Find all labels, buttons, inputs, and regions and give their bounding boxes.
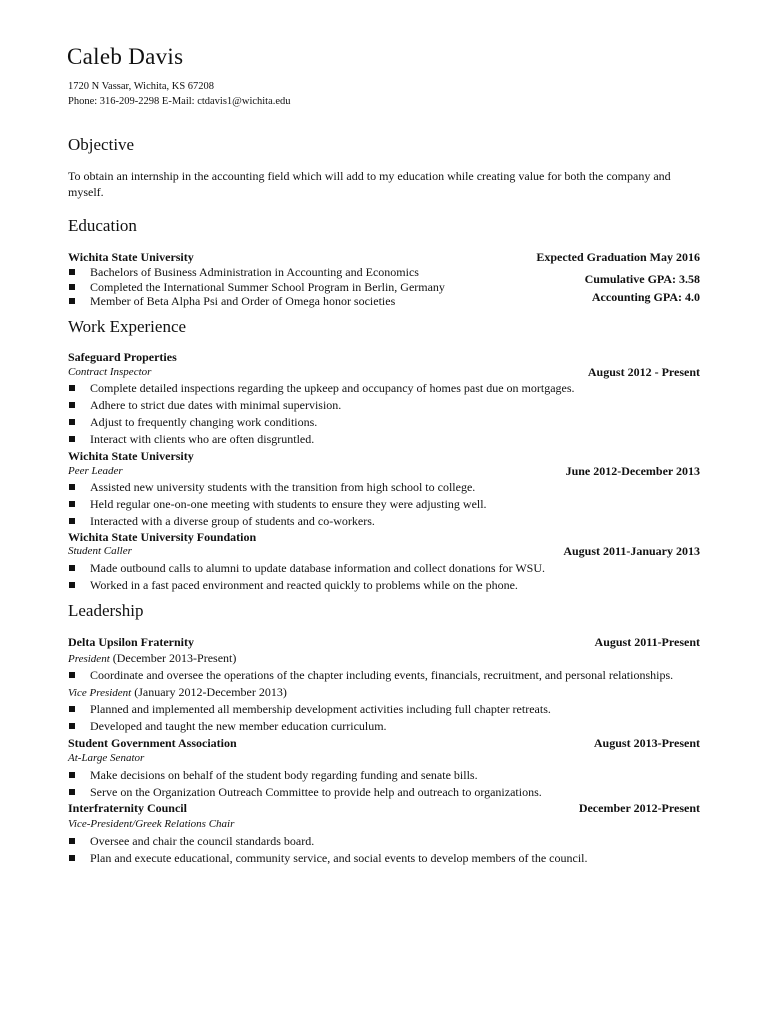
leadership-role: At-Large Senator [68,752,145,764]
bullet-square-icon [69,298,75,304]
bullet-square-icon [69,838,75,844]
leadership-org: Student Government Association [68,736,237,750]
objective-text: To obtain an internship in the accounting field which will add to my education while creating value for both the company and myself. [68,169,671,199]
education-heading: Education [68,216,137,235]
leadership-dates: December 2012-Present [578,801,700,815]
bullet-square-icon [69,672,75,678]
bullet-square-icon [69,385,75,391]
bullet-square-icon [69,565,75,571]
contact-address: 1720 N Vassar, Wichita, KS 67208 [68,81,215,92]
bullet-square-icon [69,855,75,861]
bullet-square-icon [69,284,75,290]
bullet-square-icon [69,269,75,275]
bullet-square-icon [69,484,75,490]
work-heading: Work Experience [68,317,187,336]
list-item: Interacted with a diverse group of students and co-workers. [68,514,375,529]
list-item: Completed the International Summer School Program in Berlin, Germany [68,280,445,295]
leadership-org: Interfraternity Council [68,801,187,815]
bullet-square-icon [69,518,75,524]
bullet-square-icon [69,402,75,408]
list-item: Interact with clients who are often disgruntled. [68,432,314,447]
job-dates: June 2012-December 2013 [565,464,700,478]
list-item: Plan and execute educational, community service, and social events to develop members of the council. [68,851,588,866]
leadership-heading: Leadership [68,601,144,620]
leadership-dates: August 2011-Present [594,635,700,649]
list-item: Complete detailed inspections regarding the upkeep and occupancy of homes past due on mortgages. [68,381,575,396]
education-school: Wichita State University [68,250,194,264]
list-item: Worked in a fast paced environment and reacted quickly to problems while on the phone. [68,578,518,593]
leadership-role: Vice-President/Greek Relations Chair [68,818,235,830]
leadership-org: Delta Upsilon Fraternity [68,635,194,649]
list-item: Coordinate and oversee the operations of the chapter including events, financials, recruitment, and personal relationships. [68,668,673,683]
bullet-square-icon [69,706,75,712]
list-item: Planned and implemented all membership development activities including full chapter retreats. [68,702,551,717]
bullet-square-icon [69,501,75,507]
candidate-name: Caleb Davis [67,44,184,69]
list-item: Assisted new university students with the transition from high school to college. [68,480,475,495]
list-item: Adjust to frequently changing work conditions. [68,415,317,430]
job-dates: August 2011-January 2013 [563,544,700,558]
contact-phone-email: Phone: 316-209-2298 E-Mail: ctdavis1@wichita.edu [68,96,291,107]
list-item: Made outbound calls to alumni to update database information and collect donations for WSU. [68,561,545,576]
bullet-square-icon [69,723,75,729]
job-org: Wichita State University [68,449,194,463]
list-item: Make decisions on behalf of the student body regarding funding and senate bills. [68,768,478,783]
bullet-square-icon [69,436,75,442]
job-role: Peer Leader [68,465,123,477]
job-org: Safeguard Properties [68,350,177,364]
job-dates: August 2012 - Present [587,365,700,379]
bullet-square-icon [69,789,75,795]
job-org: Wichita State University Foundation [68,530,257,544]
education-gpa-cumulative: Cumulative GPA: 3.58 [584,272,700,286]
job-role: Contract Inspector [68,366,152,378]
list-item: Adhere to strict due dates with minimal supervision. [68,398,341,413]
list-item: Developed and taught the new member education curriculum. [68,719,387,734]
list-item: Serve on the Organization Outreach Committee to provide help and outreach to organizations. [68,785,542,800]
leadership-role: President (December 2013-Present) [68,651,237,665]
leadership-role: Vice President (January 2012-December 2013) [68,685,287,699]
bullet-square-icon [69,419,75,425]
bullet-square-icon [69,582,75,588]
job-role: Student Caller [68,545,132,557]
bullet-square-icon [69,772,75,778]
list-item: Bachelors of Business Administration in Accounting and Economics [68,265,419,280]
leadership-dates: August 2013-Present [593,736,700,750]
list-item: Member of Beta Alpha Psi and Order of Omega honor societies [68,294,395,309]
education-graduation: Expected Graduation May 2016 [536,250,700,264]
education-gpa-accounting: Accounting GPA: 4.0 [591,290,700,304]
list-item: Held regular one-on-one meeting with students to ensure they were adjusting well. [68,497,487,512]
objective-heading: Objective [68,135,135,154]
list-item: Oversee and chair the council standards board. [68,834,314,849]
